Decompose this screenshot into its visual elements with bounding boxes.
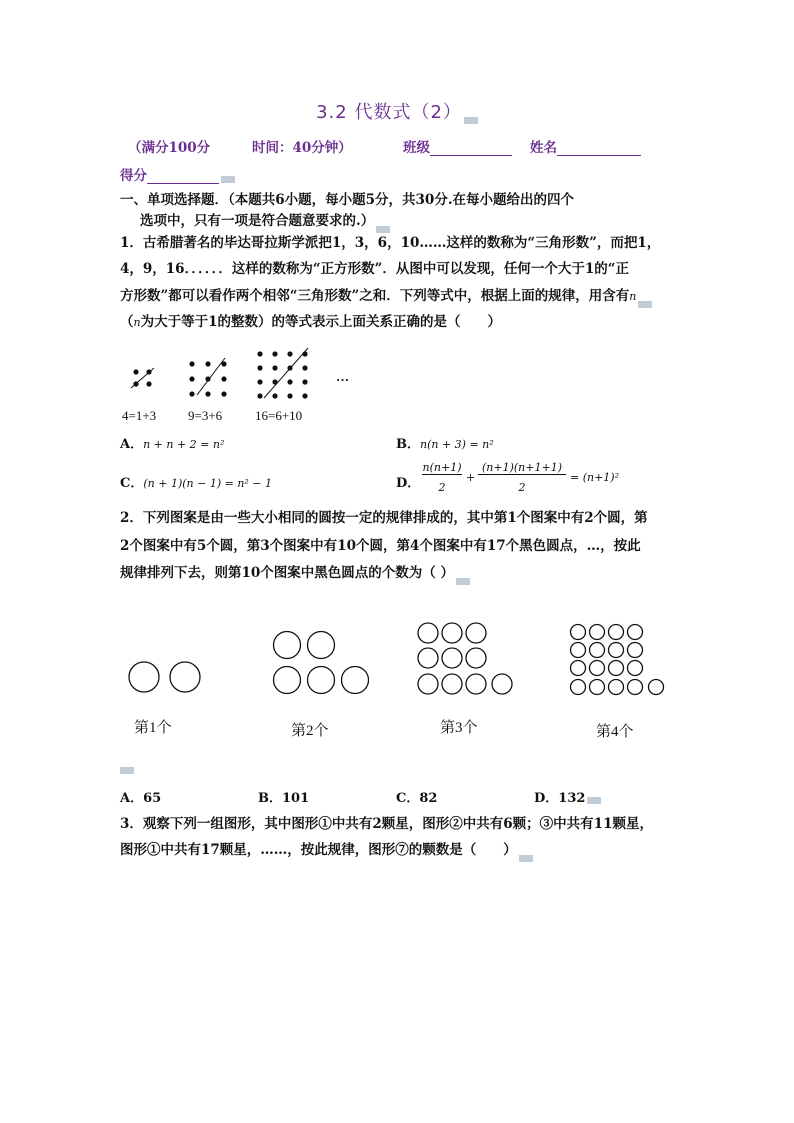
- figure-caption-2: 9=3+6: [188, 408, 223, 423]
- option-label: C．: [120, 476, 144, 491]
- q3-line2-text: 图形①中共有17颗星，……，按此规律，图形⑦的颗数是（ ）: [120, 842, 517, 858]
- pattern-caption-1: 第1个: [134, 720, 172, 736]
- figure-caption-3: 16=6+10: [255, 408, 303, 423]
- fraction-denominator-1: 2: [438, 481, 446, 494]
- full-score: （满分100分: [128, 140, 211, 156]
- option-value: 65: [143, 791, 162, 806]
- rhs-expr: = (n+1)²: [570, 471, 620, 484]
- option-expr: n + n + 2 = n²: [143, 438, 225, 451]
- q2-option-a[interactable]: [120, 787, 161, 806]
- figure-more: …: [336, 369, 349, 384]
- option-label: B．: [258, 791, 282, 806]
- time-limit: 时间：40分钟）: [252, 140, 352, 156]
- plus-sign: +: [466, 471, 476, 484]
- name-label: 姓名: [530, 140, 557, 156]
- q1-line3-text: 方形数”都可以看作两个相邻“三角形数”之和．下列等式中，根据上面的规律，用含有: [120, 288, 630, 304]
- q2-option-d[interactable]: [534, 787, 601, 806]
- watermark-icon: [519, 846, 533, 855]
- score-label: 得分: [120, 168, 147, 184]
- section-heading-text: 选项中，只有一项是符合题意要求的.）: [140, 213, 375, 229]
- q2-option-c[interactable]: [396, 787, 437, 806]
- title-text: 3.2 代数式（2）: [316, 102, 462, 123]
- option-value: 132: [558, 791, 586, 806]
- option-label: C．: [396, 791, 420, 806]
- variable-n: n: [629, 290, 637, 303]
- q1-line1: 1．古希腊著名的毕达哥拉斯学派把1，3，6，10……这样的数称为“三角形数”，而把1，: [120, 235, 661, 251]
- option-label: D．: [396, 476, 421, 491]
- option-label: D．: [534, 791, 559, 806]
- option-value: 82: [419, 791, 438, 806]
- option-value: 101: [282, 791, 310, 806]
- q1-line4: （n为大于等于1的整数）的等式表示上面关系正确的是（ ）: [120, 314, 501, 330]
- figure-caption-1: 4=1+3: [122, 408, 157, 423]
- pattern-caption-2: 第2个: [291, 723, 329, 739]
- q2-option-b[interactable]: [258, 787, 309, 806]
- pattern-caption-4: 第4个: [596, 724, 634, 740]
- q1-line2: 4，9，16．．．．．．这样的数称为“正方形数”．从图中可以发现，任何一个大于1的“正: [120, 261, 630, 277]
- q3-line1: 3．观察下列一组图形，其中图形①中共有2颗星，图形②中共有6颗；③中共有11颗星，: [120, 816, 653, 832]
- option-label: A．: [120, 437, 144, 452]
- q2-line2: 2个图案中有5个圆，第3个图案中有10个圆，第4个图案中有17个黑色圆点，…，按此: [120, 538, 641, 554]
- watermark-icon: [120, 767, 134, 774]
- q2-line3-text: 规律排列下去，则第10个图案中黑色圆点的个数为（ ）: [120, 565, 454, 581]
- pattern-3: [418, 623, 512, 694]
- pattern-caption-3: 第3个: [440, 720, 478, 736]
- option-label: B．: [396, 437, 420, 452]
- fraction-denominator-2: 2: [518, 481, 526, 494]
- section-heading-line1: 一、单项选择题．（本题共6小题，每小题5分，共30分.在每小题给出的四个: [120, 192, 575, 208]
- fraction-numerator-2: (n+1)(n+1+1): [478, 461, 566, 475]
- q1-line4-text: 为大于等于1的整数）的等式表示上面关系正确的是（ ）: [140, 314, 501, 330]
- fraction-numerator-1: n(n+1): [422, 461, 462, 474]
- watermark-icon: [587, 794, 601, 803]
- pattern-4: [571, 625, 664, 695]
- option-label: A．: [120, 791, 144, 806]
- option-expr: n(n + 3) = n²: [420, 438, 494, 451]
- option-expr: (n + 1)(n − 1) = n² − 1: [143, 477, 273, 490]
- variable-n: n: [133, 316, 141, 329]
- q3-line2: [120, 837, 533, 863]
- q2-line1: 2．下列图案是由一些大小相同的圆按一定的规律排成的，其中第1个图案中有2个圆，第: [120, 510, 648, 526]
- pattern-1: [129, 662, 200, 692]
- class-label: 班级: [403, 140, 430, 156]
- pattern-2: [274, 632, 369, 694]
